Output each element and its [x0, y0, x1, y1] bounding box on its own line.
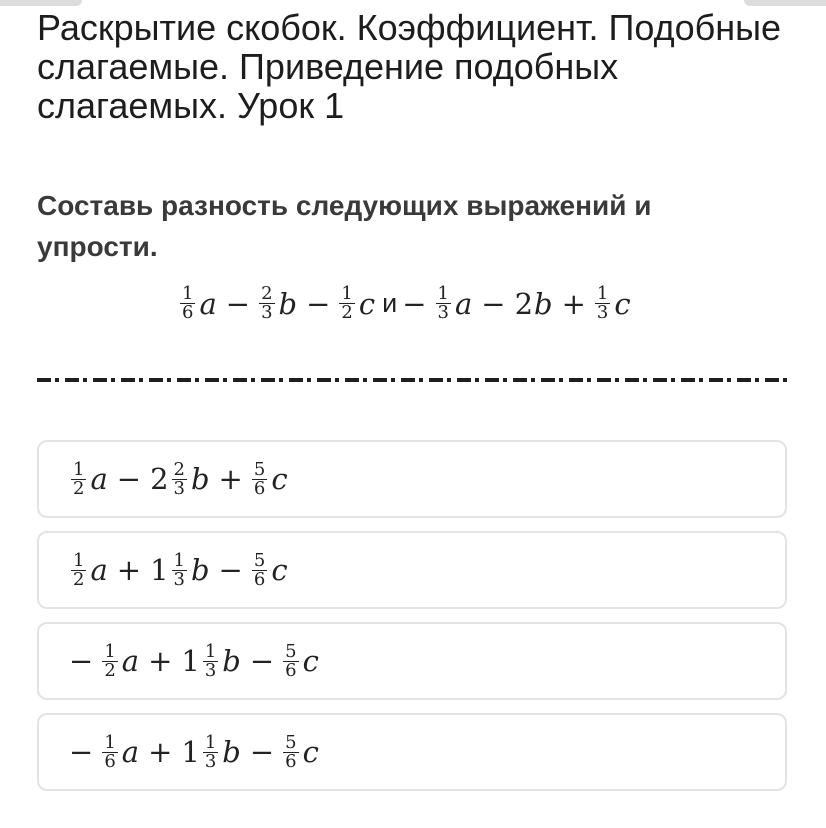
variable-a: a	[199, 286, 217, 321]
fraction: $\frac{1}{3}$	[173, 549, 185, 590]
variable-c: c	[358, 286, 376, 321]
task-question: Составь разность следующих выражений и упрости.	[37, 190, 652, 262]
variable-c: c	[271, 462, 288, 496]
operator: −	[225, 286, 251, 321]
variable-b: b	[222, 735, 241, 769]
variable-a: a	[121, 735, 140, 769]
fraction: $\frac{1}{3}$	[596, 283, 609, 323]
task-expression	[178, 285, 633, 322]
operator: −	[249, 735, 275, 769]
operator: −	[306, 286, 331, 321]
variable-a: a	[454, 286, 473, 321]
fraction: $\frac{1}{3}$	[204, 731, 217, 772]
whole-part: 1	[181, 644, 200, 678]
variable-b: b	[222, 644, 241, 678]
fraction: $\frac{1}{3}$	[204, 640, 217, 681]
variable-b: b	[534, 286, 553, 321]
option-expression	[69, 640, 321, 681]
fraction: $\frac{5}{6}$	[253, 458, 266, 499]
conjunction: и	[382, 288, 398, 318]
variable-c: c	[302, 735, 319, 769]
whole-part: 1	[150, 553, 169, 587]
answer-option-2[interactable]	[37, 531, 787, 609]
answer-drop-zone[interactable]	[37, 378, 789, 382]
fraction: $\frac{1}{2}$	[73, 549, 85, 590]
operator: −	[402, 286, 427, 321]
fraction: $\frac{2}{3}$	[261, 283, 273, 323]
top-right-tab[interactable]	[744, 0, 826, 6]
option-expression	[69, 458, 290, 499]
operator: +	[561, 286, 586, 321]
fraction: $\frac{1}{2}$	[104, 640, 116, 681]
operator: −	[218, 553, 243, 587]
coefficient: 2	[514, 286, 534, 321]
whole-part: 2	[150, 462, 169, 496]
operator: +	[116, 553, 142, 587]
answer-option-3[interactable]	[37, 622, 787, 700]
fraction: $\frac{1}{2}$	[341, 283, 353, 323]
sign: −	[69, 735, 94, 769]
answer-option-4[interactable]	[37, 713, 787, 791]
option-expression	[69, 731, 321, 772]
variable-c: c	[271, 553, 288, 587]
variable-b: b	[278, 286, 298, 321]
sign: −	[69, 644, 94, 678]
variable-b: b	[190, 553, 210, 587]
operator: +	[218, 462, 243, 496]
variable-a: a	[90, 462, 108, 496]
fraction: $\frac{2}{3}$	[173, 458, 185, 499]
fraction: $\frac{1}{6}$	[104, 731, 116, 772]
fraction: $\frac{1}{6}$	[182, 283, 194, 323]
whole-part: 1	[181, 735, 200, 769]
variable-c: c	[614, 286, 631, 321]
fraction: $\frac{1}{3}$	[437, 283, 449, 323]
variable-c: c	[302, 644, 319, 678]
fraction: $\frac{1}{2}$	[73, 458, 85, 499]
operator: +	[148, 735, 173, 769]
fraction: $\frac{5}{6}$	[253, 549, 266, 590]
option-expression	[69, 549, 290, 590]
variable-a: a	[121, 644, 140, 678]
operator: −	[116, 462, 142, 496]
variable-a: a	[90, 553, 108, 587]
fraction: $\frac{5}{6}$	[285, 731, 297, 772]
variable-b: b	[190, 462, 210, 496]
top-left-tab[interactable]	[0, 0, 82, 6]
answer-option-1[interactable]	[37, 440, 787, 518]
operator: −	[249, 644, 275, 678]
operator: +	[148, 644, 173, 678]
operator: −	[481, 286, 506, 321]
lesson-title: Раскрытие скобок. Коэффициент. Подобные слагаемые. Приведение подобных слагаемых. Урок 1	[37, 7, 782, 126]
fraction: $\frac{5}{6}$	[285, 640, 297, 681]
